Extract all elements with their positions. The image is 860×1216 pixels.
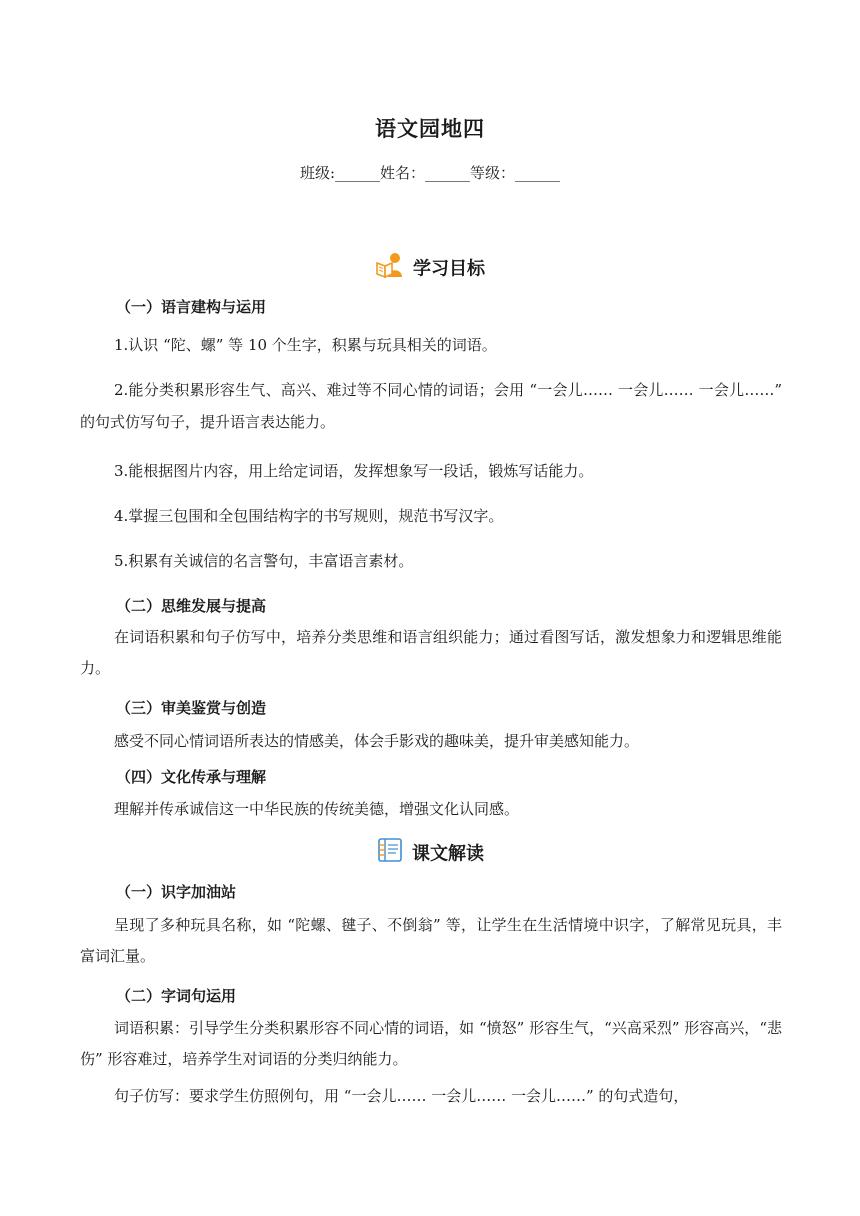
- goals-text-3: 感受不同心情词语所表达的情感美，体会手影戏的趣味美，提升审美感知能力。: [114, 732, 640, 750]
- student-info-line: 班级:______姓名：______等级：______: [299, 164, 561, 182]
- goal-item-1: 1.认识 “陀、螺” 等 10 个生字，积累与玩具相关的词语。: [114, 336, 497, 354]
- section-heading-goals: [0, 251, 860, 284]
- reading-person-icon: [375, 251, 405, 284]
- reading-text-2a: 词语积累：引导学生分类积累形容不同心情的词语，如 “愤怒” 形容生气，“兴高采烈” 形容高兴，“悲伤” 形容难过，培养学生对词语的分类归纳能力。: [80, 1019, 782, 1068]
- goals-text-2: 在词语积累和句子仿写中，培养分类思维和语言组织能力；通过看图写话，激发想象力和逻辑思维能力。: [80, 628, 782, 677]
- goal-item-2: 2.能分类积累形容生气、高兴、难过等不同心情的词语；会用 “一会儿…… 一会儿…… 一会儿……” 的句式仿写句子，提升语言表达能力。: [80, 381, 782, 431]
- goals-subheading-3: （三）审美鉴赏与创造: [116, 699, 267, 717]
- section-heading-reading-label: 课文解读: [412, 843, 484, 865]
- goals-subheading-1: （一）语言建构与运用: [116, 298, 267, 316]
- reading-subheading-2: （二）字词句运用: [116, 987, 237, 1005]
- notebook-icon: [376, 837, 404, 868]
- section-heading-goals-label: 学习目标: [413, 258, 485, 280]
- goals-subheading-4: （四）文化传承与理解: [116, 768, 267, 786]
- reading-text-1: 呈现了多种玩具名称，如 “陀螺、毽子、不倒翁” 等，让学生在生活情境中识字，了解常见玩具，丰富词汇量。: [80, 916, 782, 965]
- reading-text-2b: 句子仿写：要求学生仿照例句，用 “一会儿…… 一会儿…… 一会儿……” 的句式造句，: [114, 1087, 689, 1105]
- goals-text-4: 理解并传承诚信这一中华民族的传统美德，增强文化认同感。: [114, 800, 520, 818]
- goal-item-3: 3.能根据图片内容，用上给定词语，发挥想象写一段话，锻炼写话能力。: [114, 462, 594, 480]
- goals-subheading-2: （二）思维发展与提高: [116, 597, 267, 615]
- section-heading-reading: [0, 837, 860, 868]
- page-title: 语文园地四: [375, 117, 485, 141]
- goal-item-4: 4.掌握三包围和全包围结构字的书写规则，规范书写汉字。: [114, 507, 504, 525]
- reading-subheading-1: （一）识字加油站: [116, 883, 237, 901]
- goal-item-5: 5.积累有关诚信的名言警句，丰富语言素材。: [114, 552, 414, 570]
